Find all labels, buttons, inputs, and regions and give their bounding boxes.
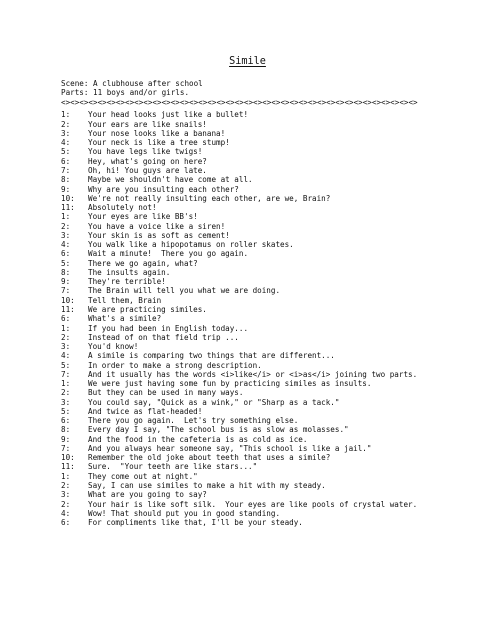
- script-line: [61, 500, 417, 509]
- script-line: [61, 110, 417, 119]
- dialogue-text: Hey, what's going on here?: [88, 156, 207, 166]
- dialogue-text: You'd know!: [88, 342, 139, 352]
- speaker-number: 9:: [61, 277, 71, 287]
- script-line: [61, 286, 417, 295]
- speaker-number: 6:: [61, 249, 71, 259]
- speaker-number: 9:: [61, 184, 71, 194]
- divider-line: <><><><><><><><><><><><><><><><><><><><><><><><><><><><><><><><><><><><><><><>: [61, 98, 418, 107]
- script-line: [61, 231, 417, 240]
- script-line: [61, 222, 417, 231]
- script-line: [61, 240, 417, 249]
- speaker-number: 4:: [61, 138, 71, 148]
- speaker-number: 11:: [61, 304, 75, 314]
- dialogue-text: Sure. "Your teeth are like stars...": [88, 462, 258, 472]
- speaker-number: 1:: [61, 471, 71, 481]
- speaker-number: 8:: [61, 175, 71, 185]
- script-line: [61, 166, 417, 175]
- script-line: [61, 370, 417, 379]
- speaker-number: 10:: [61, 453, 75, 463]
- script-line: [61, 398, 417, 407]
- dialogue-text: A simile is comparing two things that are different...: [88, 351, 335, 361]
- speaker-number: 10:: [61, 193, 75, 203]
- dialogue-text: What are you going to say?: [88, 490, 207, 500]
- script-line: [61, 157, 417, 166]
- dialogue-text: Instead of on that field trip ...: [88, 332, 239, 342]
- script-lines: [61, 110, 417, 527]
- speaker-number: 2:: [61, 388, 71, 398]
- speaker-number: 5:: [61, 258, 71, 268]
- speaker-number: 3:: [61, 397, 71, 407]
- dialogue-text: You walk like a hipopotamus on roller skates.: [88, 240, 294, 250]
- parts-line: Parts: 11 boys and/or girls.: [61, 88, 190, 98]
- script-line: [61, 435, 417, 444]
- scene-line: Scene: A clubhouse after school: [61, 79, 203, 88]
- speaker-number: 5:: [61, 360, 71, 370]
- speaker-number: 6:: [61, 156, 71, 166]
- dialogue-text: The insults again.: [88, 267, 171, 277]
- dialogue-text: Every day I say, "The school bus is as slow as molasses.": [88, 425, 349, 435]
- script-line: [61, 175, 417, 184]
- script-line: [61, 342, 417, 351]
- speaker-number: 3:: [61, 342, 71, 352]
- dialogue-text: Your nose looks like a banana!: [88, 128, 226, 138]
- script-line: [61, 259, 417, 268]
- script-line: [61, 305, 417, 314]
- dialogue-text: What's a simile?: [88, 314, 162, 324]
- dialogue-text: Say, I can use similes to make a hit with my steady.: [88, 481, 326, 491]
- dialogue-text: Why are you insulting each other?: [88, 184, 239, 194]
- dialogue-text: You have legs like twigs!: [88, 147, 203, 157]
- page-title: Simile: [229, 56, 266, 67]
- speaker-number: 7:: [61, 165, 71, 175]
- script-line: [61, 249, 417, 258]
- script-line: [61, 425, 417, 434]
- speaker-number: 5:: [61, 406, 71, 416]
- dialogue-text: Maybe we shouldn't have come at all.: [88, 175, 253, 185]
- dialogue-text: Your ears are like snails!: [88, 119, 207, 129]
- dialogue-text: There you go again. Let's try something else.: [88, 416, 299, 426]
- script-line: [61, 453, 417, 462]
- speaker-number: 4:: [61, 240, 71, 250]
- speaker-number: 2:: [61, 332, 71, 342]
- speaker-number: 8:: [61, 425, 71, 435]
- speaker-number: 9:: [61, 434, 71, 444]
- dialogue-text: Remember the old joke about teeth that uses a simile?: [88, 453, 331, 463]
- script-line: [61, 416, 417, 425]
- script-line: [61, 481, 417, 490]
- scene-info: [61, 79, 203, 98]
- dialogue-text: They come out at night.": [88, 471, 198, 481]
- dialogue-text: They're terrible!: [88, 277, 166, 287]
- speaker-number: 1:: [61, 212, 71, 222]
- dialogue-text: Wow! That should put you in good standing.: [88, 508, 281, 518]
- script-line: [61, 509, 417, 518]
- speaker-number: 7:: [61, 369, 71, 379]
- script-line: [61, 333, 417, 342]
- dialogue-text: Tell them, Brain: [88, 295, 162, 305]
- dialogue-text: Your neck is like a tree stump!: [88, 138, 230, 148]
- script-line: [61, 185, 417, 194]
- speaker-number: 4:: [61, 351, 71, 361]
- script-line: [61, 129, 417, 138]
- speaker-number: 5:: [61, 147, 71, 157]
- speaker-number: 8:: [61, 267, 71, 277]
- script-line: [61, 462, 417, 471]
- speaker-number: 4:: [61, 508, 71, 518]
- speaker-number: 7:: [61, 443, 71, 453]
- speaker-number: 3:: [61, 230, 71, 240]
- script-line: [61, 212, 417, 221]
- speaker-number: 10:: [61, 295, 75, 305]
- speaker-number: 2:: [61, 499, 71, 509]
- dialogue-text: You have a voice like a siren!: [88, 221, 226, 231]
- speaker-number: 6:: [61, 416, 71, 426]
- dialogue-text: If you had been in English today...: [88, 323, 249, 333]
- dialogue-text: Oh, hi! You guys are late.: [88, 165, 207, 175]
- dialogue-text: We were just having some fun by practicing similes as insults.: [88, 379, 372, 389]
- dialogue-text: Your head looks just like a bullet!: [88, 110, 249, 120]
- script-line: [61, 296, 417, 305]
- script-line: [61, 203, 417, 212]
- speaker-number: 2:: [61, 481, 71, 491]
- dialogue-text: There we go again, what?: [88, 258, 198, 268]
- speaker-number: 11:: [61, 462, 75, 472]
- script-line: [61, 324, 417, 333]
- script-line: [61, 407, 417, 416]
- speaker-number: 11:: [61, 203, 75, 213]
- dialogue-text: Your skin is as soft as cement!: [88, 230, 230, 240]
- script-line: [61, 472, 417, 481]
- dialogue-text: You could say, "Quick as a wink," or "Sharp as a tack.": [88, 397, 340, 407]
- dialogue-text: And it usually has the words <i>like</i> or <i>as</i> joining two parts.: [88, 369, 418, 379]
- script-line: [61, 518, 417, 527]
- speaker-number: 7:: [61, 286, 71, 296]
- dialogue-text: For compliments like that, I'll be your steady.: [88, 518, 303, 528]
- speaker-number: 6:: [61, 314, 71, 324]
- dialogue-text: Absolutely not!: [88, 203, 157, 213]
- speaker-number: 3:: [61, 490, 71, 500]
- dialogue-text: And you always hear someone say, "This school is like a jail.": [88, 443, 372, 453]
- script-line: [61, 361, 417, 370]
- speaker-number: 6:: [61, 518, 71, 528]
- script-line: [61, 351, 417, 360]
- script-line: [61, 194, 417, 203]
- dialogue-text: In order to make a strong description.: [88, 360, 262, 370]
- speaker-number: 3:: [61, 128, 71, 138]
- script-line: [61, 138, 417, 147]
- script-line: [61, 379, 417, 388]
- dialogue-text: And the food in the cafeteria is as cold as ice.: [88, 434, 308, 444]
- dialogue-text: And twice as flat-headed!: [88, 406, 203, 416]
- dialogue-text: Your eyes are like BB's!: [88, 212, 198, 222]
- script-line: [61, 314, 417, 323]
- speaker-number: 1:: [61, 323, 71, 333]
- script-line: [61, 120, 417, 129]
- speaker-number: 2:: [61, 119, 71, 129]
- script-line: [61, 490, 417, 499]
- script-line: [61, 268, 417, 277]
- dialogue-text: We're not really insulting each other, are we, Brain?: [88, 193, 331, 203]
- dialogue-text: Wait a minute! There you go again.: [88, 249, 249, 259]
- dialogue-text: Your hair is like soft silk. Your eyes are like pools of crystal water.: [88, 499, 418, 509]
- script-line: [61, 277, 417, 286]
- dialogue-text: But they can be used in many ways.: [88, 388, 244, 398]
- speaker-number: 1:: [61, 379, 71, 389]
- script-line: [61, 388, 417, 397]
- speaker-number: 2:: [61, 221, 71, 231]
- script-line: [61, 444, 417, 453]
- dialogue-text: The Brain will tell you what we are doing.: [88, 286, 281, 296]
- dialogue-text: We are practicing similes.: [88, 304, 207, 314]
- script-line: [61, 147, 417, 156]
- speaker-number: 1:: [61, 110, 71, 120]
